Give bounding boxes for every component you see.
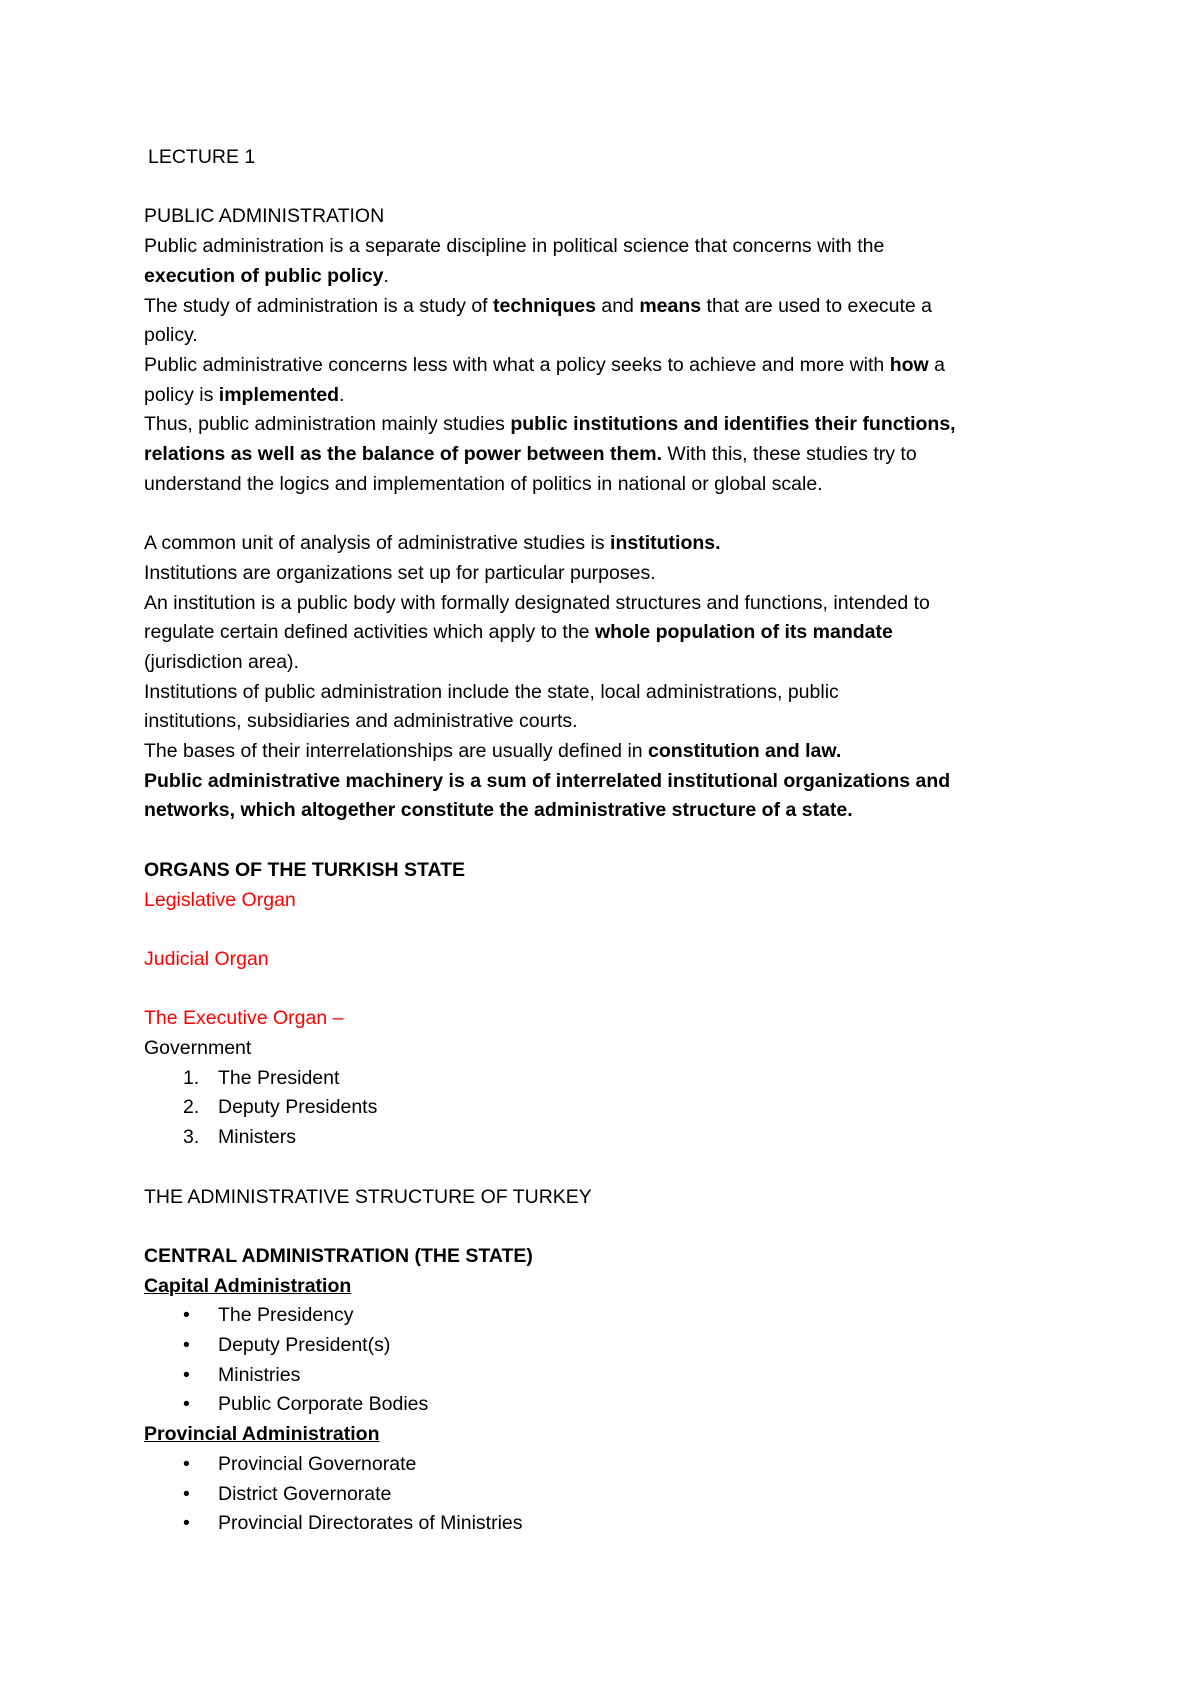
bullet-icon: •: [183, 1393, 190, 1416]
text: .: [339, 383, 345, 406]
subheading-capital-administration: [144, 1272, 1084, 1302]
bullet-icon: •: [183, 1452, 190, 1475]
bold-text: Public administrative machinery is a sum of interrelated institutional organizations and: [144, 769, 951, 792]
text: that are used to execute a: [701, 294, 933, 317]
list-number: 3.: [183, 1126, 200, 1149]
list-item-label: Provincial Governorate: [218, 1452, 417, 1475]
paragraph-line: policy.: [144, 324, 198, 347]
paragraph-line: [144, 292, 1084, 322]
list-item-label: The Presidency: [218, 1304, 354, 1327]
paragraph-line: [144, 381, 1084, 411]
text: a: [928, 353, 945, 376]
section-title-central-administration: [144, 1242, 1084, 1272]
heading-judicial-organ: Judicial Organ: [144, 947, 269, 970]
bold-text: means: [639, 294, 702, 317]
list-number: 2.: [183, 1096, 200, 1119]
bullet-list-item: [144, 1450, 1084, 1480]
list-item-label: Ministries: [218, 1363, 301, 1386]
text: regulate certain defined activities which apply to the: [144, 621, 595, 644]
paragraph-line: Institutions of public administration include the state, local administrations, public: [144, 680, 839, 703]
paragraph-line: [144, 262, 1084, 292]
section-title-organs: [144, 856, 1084, 886]
bold-text: execution of public policy: [144, 264, 384, 287]
bold-text: networks, which altogether constitute the administrative structure of a state.: [144, 799, 853, 822]
underlined-heading: Provincial Administration: [144, 1423, 380, 1446]
bullet-icon: •: [183, 1363, 190, 1386]
list-item-label: Provincial Directorates of Ministries: [218, 1512, 523, 1535]
bold-text: implemented: [218, 383, 340, 406]
bullet-list-item: [144, 1509, 1084, 1539]
paragraph-line: [144, 440, 1084, 470]
paragraph-line: An institution is a public body with formally designated structures and functions, intended to: [144, 591, 930, 614]
numbered-list-item: [144, 1123, 1084, 1153]
text: With this, these studies try to: [662, 443, 917, 466]
list-number: 1.: [183, 1066, 200, 1089]
bold-text: relations as well as the balance of power between them.: [144, 443, 662, 466]
paragraph-line: Institutions are organizations set up for particular purposes.: [144, 561, 656, 584]
text: The study of administration is a study of: [144, 294, 494, 317]
government-label: Government: [144, 1037, 252, 1060]
bold-text: institutions.: [610, 532, 721, 555]
text: The bases of their interrelationships are usually defined in: [144, 740, 649, 763]
bullet-list-item: [144, 1480, 1084, 1510]
paragraph-line: (jurisdiction area).: [144, 650, 299, 673]
heading-executive-organ: The Executive Organ –: [144, 1007, 344, 1030]
paragraph-line: [144, 796, 1084, 826]
bullet-list-item: [144, 1390, 1084, 1420]
list-item-label: Public Corporate Bodies: [218, 1393, 429, 1416]
subheading-provincial-administration: [144, 1420, 1084, 1450]
bullet-list-item: [144, 1361, 1084, 1391]
text: Thus, public administration mainly studies: [144, 413, 511, 436]
bullet-icon: •: [183, 1482, 190, 1505]
text: and: [595, 294, 640, 317]
paragraph-line: [144, 767, 1084, 797]
paragraph-line: understand the logics and implementation of politics in national or global scale.: [144, 472, 823, 495]
section-title-public-administration: PUBLIC ADMINISTRATION: [144, 205, 385, 228]
bullet-list-item: [144, 1331, 1084, 1361]
list-item-label: District Governorate: [218, 1482, 392, 1505]
bullet-list-item: [144, 1301, 1084, 1331]
paragraph-line: institutions, subsidiaries and administrative courts.: [144, 710, 578, 733]
section-title-administrative-structure: THE ADMINISTRATIVE STRUCTURE OF TURKEY: [144, 1185, 592, 1208]
text: Public administrative concerns less with what a policy seeks to achieve and more with: [144, 353, 890, 376]
lecture-title: LECTURE 1: [148, 146, 256, 168]
paragraph-line: [144, 410, 1084, 440]
paragraph-line: [144, 529, 1084, 559]
list-item-label: Ministers: [218, 1126, 297, 1149]
paragraph-line: Public administration is a separate discipline in political science that concerns with the: [144, 235, 885, 258]
bold-text: ORGANS OF THE TURKISH STATE: [144, 858, 466, 881]
text: .: [383, 264, 389, 287]
text: policy is: [144, 383, 219, 406]
bold-text: how: [889, 353, 929, 376]
list-item-label: The President: [218, 1066, 340, 1089]
bold-text: whole population of its mandate: [594, 621, 893, 644]
numbered-list-item: [144, 1064, 1084, 1094]
paragraph-line: [144, 618, 1084, 648]
bold-text: CENTRAL ADMINISTRATION (THE STATE): [144, 1244, 533, 1267]
bullet-icon: •: [183, 1334, 190, 1357]
paragraph-line: [144, 351, 1084, 381]
list-item-label: Deputy President(s): [218, 1334, 391, 1357]
underlined-heading: Capital Administration: [144, 1274, 352, 1297]
bold-text: constitution and law.: [648, 740, 842, 763]
document-body: [144, 143, 1084, 1539]
bold-text: techniques: [493, 294, 596, 317]
numbered-list-item: [144, 1093, 1084, 1123]
paragraph-line: [144, 737, 1084, 767]
text: A common unit of analysis of administrative studies is: [144, 532, 611, 555]
list-item-label: Deputy Presidents: [218, 1096, 378, 1119]
bullet-icon: •: [183, 1304, 190, 1327]
heading-legislative-organ: Legislative Organ: [144, 888, 296, 911]
bold-text: public institutions and identifies their functions,: [510, 413, 956, 436]
bullet-icon: •: [183, 1512, 190, 1535]
